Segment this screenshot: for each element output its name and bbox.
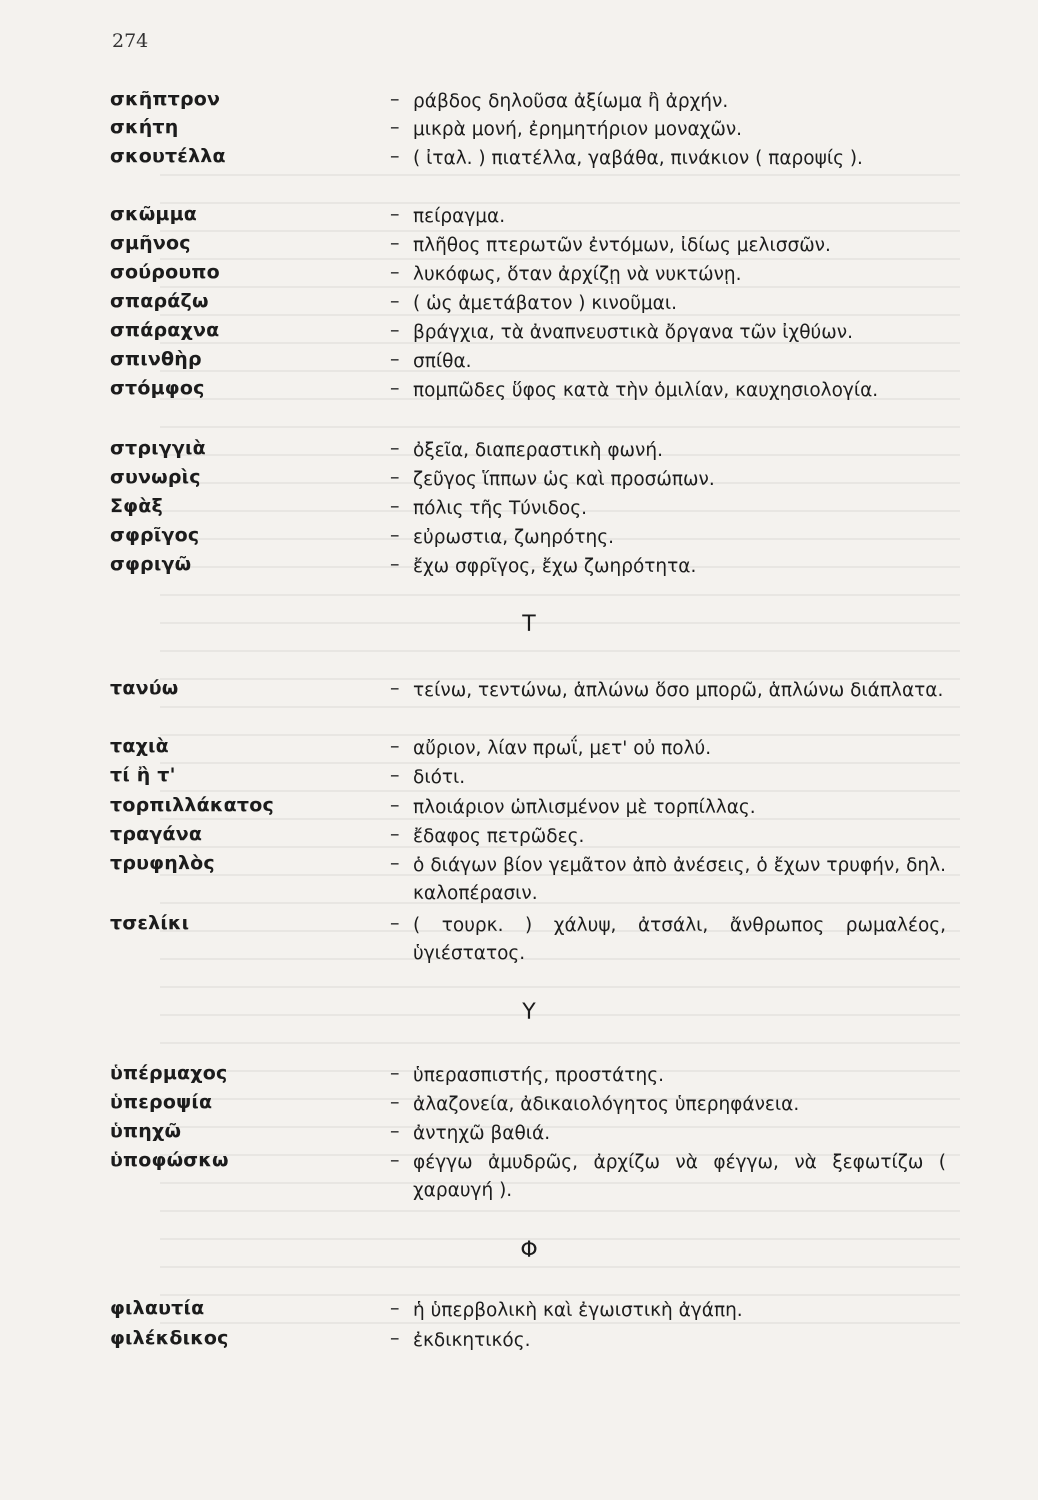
headword: σπαράζω [110, 290, 209, 312]
headword: σκουτέλλα [110, 145, 226, 167]
dash: – [390, 319, 400, 341]
headword: σκῶμμα [110, 203, 198, 225]
definition: φέγγω ἀμυδρῶς, ἀρχίζω νὰ φέγγω, νὰ ξεφωτίζω ( χαραυγή ). [413, 1152, 946, 1201]
definition: πόλις τῆς Τύνιδος. [413, 498, 587, 519]
dash: – [390, 764, 400, 786]
dash: – [390, 852, 400, 874]
headword: στριγγιὰ [110, 437, 206, 459]
headword: σκήτη [110, 116, 179, 138]
dash: – [390, 1327, 400, 1349]
dash: – [390, 88, 400, 110]
dash: – [390, 466, 400, 488]
headword: σπάραχνα [110, 319, 220, 341]
headword: τορπιλλάκατος [110, 794, 274, 816]
dash: – [390, 524, 400, 546]
section-letter-y: Υ [522, 1000, 536, 1025]
dash: – [390, 377, 400, 399]
headword: Σφὰξ [110, 495, 163, 517]
dash: – [390, 1120, 400, 1142]
dash: – [390, 912, 400, 934]
definition: ἐκδικητικός. [413, 1330, 531, 1351]
dash: – [390, 1149, 400, 1171]
definition: ὑπερασπιστής, προστάτης. [413, 1065, 664, 1086]
headword: ὑποφώσκω [110, 1149, 229, 1171]
dash: – [390, 203, 400, 225]
headword: στόμφος [110, 377, 205, 399]
definition: πλῆθος πτερωτῶν ἐντόμων, ἰδίως μελισσῶν. [413, 235, 831, 256]
dash: – [390, 348, 400, 370]
dash: – [390, 437, 400, 459]
section-letter-t: Τ [522, 612, 536, 637]
dash: – [390, 823, 400, 845]
headword: σπινθὴρ [110, 348, 202, 370]
dash: – [390, 261, 400, 283]
headword: τανύω [110, 677, 179, 699]
dash: – [390, 495, 400, 517]
definition: βράγχια, τὰ ἀναπνευστικὰ ὄργανα τῶν ἰχθύων. [413, 322, 853, 343]
definition: εὐρωστια, ζωηρότης. [413, 527, 614, 548]
headword: φιλέκδικος [110, 1327, 229, 1349]
definition: αὔριον, λίαν πρωΐ, μετ' οὐ πολύ. [413, 738, 712, 759]
headword: ὑπέρμαχος [110, 1062, 228, 1084]
headword: ὑπηχῶ [110, 1120, 182, 1142]
dash: – [390, 794, 400, 816]
headword: τραγάνα [110, 823, 203, 845]
definition: ὀξεῖα, διαπεραστικὴ φωνή. [413, 440, 663, 461]
definition: ἡ ὑπερβολικὴ καὶ ἐγωιστικὴ ἀγάπη. [413, 1300, 743, 1321]
dash: – [390, 145, 400, 167]
definition: ἔχω σφρῖγος, ἔχω ζωηρότητα. [413, 556, 697, 577]
dash: – [390, 735, 400, 757]
definition: ( τουρκ. ) χάλυψ, ἀτσάλι, ἄνθρωπος ρωμαλέος, ὑγιέστατος. [413, 915, 946, 964]
headword: σφριγῶ [110, 553, 192, 575]
definition: ( ἰταλ. ) πιατέλλα, γαβάθα, πινάκιον ( παροψίς ). [413, 148, 863, 169]
headword: σούρουπο [110, 261, 220, 283]
headword: σφρῖγος [110, 524, 200, 546]
definition: ἔδαφος πετρῶδες. [413, 826, 585, 847]
headword: συνωρὶς [110, 466, 201, 488]
definition: πομπῶδες ὕφος κατὰ τὴν ὁμιλίαν, καυχησιολογία. [413, 380, 879, 401]
headword: τρυφηλὸς [110, 852, 215, 874]
section-letter-f: Φ [520, 1238, 538, 1263]
definition: τείνω, τεντώνω, ἁπλώνω ὅσο μπορῶ, ἁπλώνω διάπλατα. [413, 680, 944, 701]
dash: – [390, 1297, 400, 1319]
definition: μικρὰ μονή, ἐρημητήριον μοναχῶν. [413, 119, 743, 140]
headword: σκῆπτρον [110, 88, 221, 110]
dash: – [390, 116, 400, 138]
dash: – [390, 1091, 400, 1113]
definition: ράβδος δηλοῦσα ἀξίωμα ἢ ἀρχήν. [413, 91, 729, 112]
definition: ἀλαζονεία, ἀδικαιολόγητος ὑπερηφάνεια. [413, 1094, 800, 1115]
dash: – [390, 1062, 400, 1084]
headword: τί ἢ τ' [110, 764, 176, 786]
definition: ὁ διάγων βίον γεμᾶτον ἀπὸ ἀνέσεις, ὁ ἔχων τρυφήν, δηλ. καλοπέρασιν. [413, 855, 946, 904]
definition: ἀντηχῶ βαθιά. [413, 1123, 551, 1144]
headword: σμῆνος [110, 232, 191, 254]
definition: πείραγμα. [413, 206, 506, 227]
definition: διότι. [413, 767, 466, 788]
headword: φιλαυτία [110, 1297, 205, 1319]
definition: ζεῦγος ἵππων ὡς καὶ προσώπων. [413, 469, 715, 490]
definition: λυκόφως, ὅταν ἀρχίζῃ νὰ νυκτώνῃ. [413, 264, 742, 285]
headword: ταχιὰ [110, 735, 169, 757]
headword: ὑπεροψία [110, 1091, 213, 1113]
definition: σπίθα. [413, 351, 472, 372]
dash: – [390, 677, 400, 699]
definition: ( ὡς ἀμετάβατον ) κινοῦμαι. [413, 293, 678, 314]
headword: τσελίκι [110, 912, 190, 934]
dash: – [390, 553, 400, 575]
dash: – [390, 290, 400, 312]
dash: – [390, 232, 400, 254]
page-number: 274 [112, 30, 149, 52]
definition: πλοιάριον ὡπλισμένον μὲ τορπίλλας. [413, 797, 756, 818]
